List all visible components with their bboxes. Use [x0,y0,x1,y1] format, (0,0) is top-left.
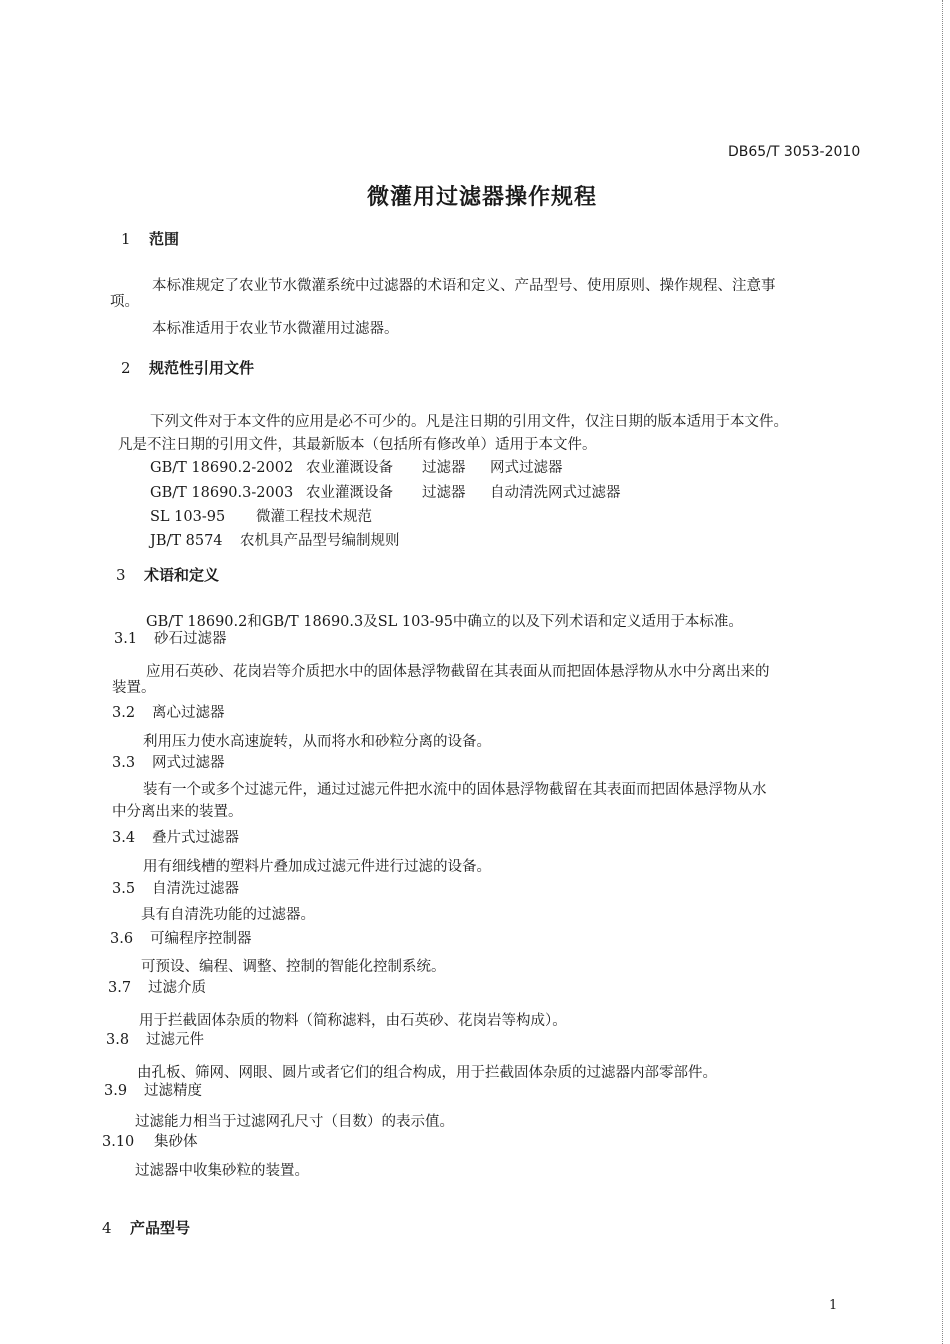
term-heading [102,1130,198,1151]
term-heading [112,701,225,722]
term-definition: 可预设、编程、调整、控制的智能化控制系统。 [141,959,446,975]
term-definition: 用于拦截固体杂质的物料（简称滤料，由石英砂、花岗岩等构成）。 [139,1013,567,1029]
term-heading [112,826,239,847]
term-definition: 利用压力使水高速旋转，从而将水和砂粒分离的设备。 [143,734,491,750]
term-name: 网式过滤器 [152,755,225,771]
term-name: 可编程序控制器 [150,931,252,947]
reference-item [150,456,563,477]
reference-code: SL 103-95 [150,509,226,525]
term-number: 3.7 [108,980,132,996]
standard-code: DB65/T 3053-2010 [728,144,861,160]
term-number: 3.6 [110,931,134,947]
term-definition: 具有自清洗功能的过滤器。 [141,907,315,923]
term-name: 自清洗过滤器 [152,881,239,897]
section-number: 4 [102,1219,112,1237]
term-number: 3.10 [102,1134,135,1150]
term-name: 砂石过滤器 [154,631,227,647]
term-number: 3.9 [104,1083,128,1099]
paragraph: GB/T 18690.2和GB/T 18690.3及SL 103-95中确立的以及下列术语和定义适用于本标准。 [146,614,743,630]
paragraph-continuation: 项。 [110,294,139,310]
term-number: 3.2 [112,705,136,721]
term-number: 3.4 [112,830,136,846]
paragraph: 本标准规定了农业节水微灌系统中过滤器的术语和定义、产品型号、使用原则、操作规程、注意事 [152,278,776,294]
term-definition: 过滤器中收集砂粒的装置。 [135,1163,309,1179]
reference-code: GB/T 18690.3-2003 [150,485,294,501]
reference-title-part: 农业灌溉设备 [306,460,393,476]
term-definition: 装有一个或多个过滤元件，通过过滤元件把水流中的固体悬浮物截留在其表面而把固体悬浮物从水 [143,782,767,798]
paragraph-continuation: 凡是不注日期的引用文件，其最新版本（包括所有修改单）适用于本文件。 [118,437,597,453]
section-number: 2 [121,359,131,377]
term-number: 3.3 [112,755,136,771]
section-title: 范围 [149,230,180,248]
term-heading [104,1079,202,1100]
term-name: 过滤介质 [148,980,206,996]
paragraph: 本标准适用于农业节水微灌用过滤器。 [152,321,399,337]
term-heading [110,927,252,948]
reference-title-part: 自动清洗网式过滤器 [490,485,621,501]
reference-title-part: 农机具产品型号编制规则 [240,533,400,549]
term-definition: 过滤能力相当于过滤网孔尺寸（目数）的表示值。 [135,1114,454,1130]
paragraph: 下列文件对于本文件的应用是必不可少的。凡是注日期的引用文件，仅注日期的版本适用于本文件。 [150,414,788,430]
section-4-heading [102,1217,190,1238]
reference-code: GB/T 18690.2-2002 [150,460,294,476]
section-title: 术语和定义 [144,566,220,584]
page-number: 1 [829,1298,838,1313]
reference-title-part: 过滤器 [422,460,466,476]
term-name: 集砂体 [154,1134,198,1150]
term-name: 叠片式过滤器 [152,830,239,846]
term-number: 3.5 [112,881,136,897]
reference-item [150,505,372,526]
reference-code: JB/T 8574 [150,533,223,549]
reference-item [150,481,621,502]
term-heading [112,751,225,772]
term-name: 过滤精度 [144,1083,202,1099]
scan-edge [942,0,946,1344]
term-definition: 应用石英砂、花岗岩等介质把水中的固体悬浮物截留在其表面从而把固体悬浮物从水中分离出来的 [146,664,770,680]
term-definition: 用有细线槽的塑料片叠加成过滤元件进行过滤的设备。 [143,859,491,875]
term-name: 离心过滤器 [152,705,225,721]
section-3-heading [116,564,219,585]
section-title: 产品型号 [130,1219,191,1237]
section-title: 规范性引用文件 [149,359,255,377]
term-heading [108,976,206,997]
reference-item [150,529,400,550]
term-definition-continuation: 装置。 [112,680,156,696]
term-number: 3.1 [114,631,138,647]
section-1-heading [121,228,179,249]
reference-title-part: 网式过滤器 [490,460,563,476]
reference-title-part: 过滤器 [422,485,466,501]
term-heading [106,1028,204,1049]
section-number: 3 [116,566,126,584]
reference-title-part: 农业灌溉设备 [306,485,393,501]
reference-title-part: 微灌工程技术规范 [256,509,372,525]
term-name: 过滤元件 [146,1032,204,1048]
term-number: 3.8 [106,1032,130,1048]
section-2-heading [121,357,254,378]
term-definition-continuation: 中分离出来的装置。 [112,804,243,820]
section-number: 1 [121,230,131,248]
term-definition: 由孔板、筛网、网眼、圆片或者它们的组合构成，用于拦截固体杂质的过滤器内部零部件。 [137,1065,717,1081]
document-title: 微灌用过滤器操作规程 [367,185,598,210]
term-heading [114,627,227,648]
term-heading [112,877,239,898]
